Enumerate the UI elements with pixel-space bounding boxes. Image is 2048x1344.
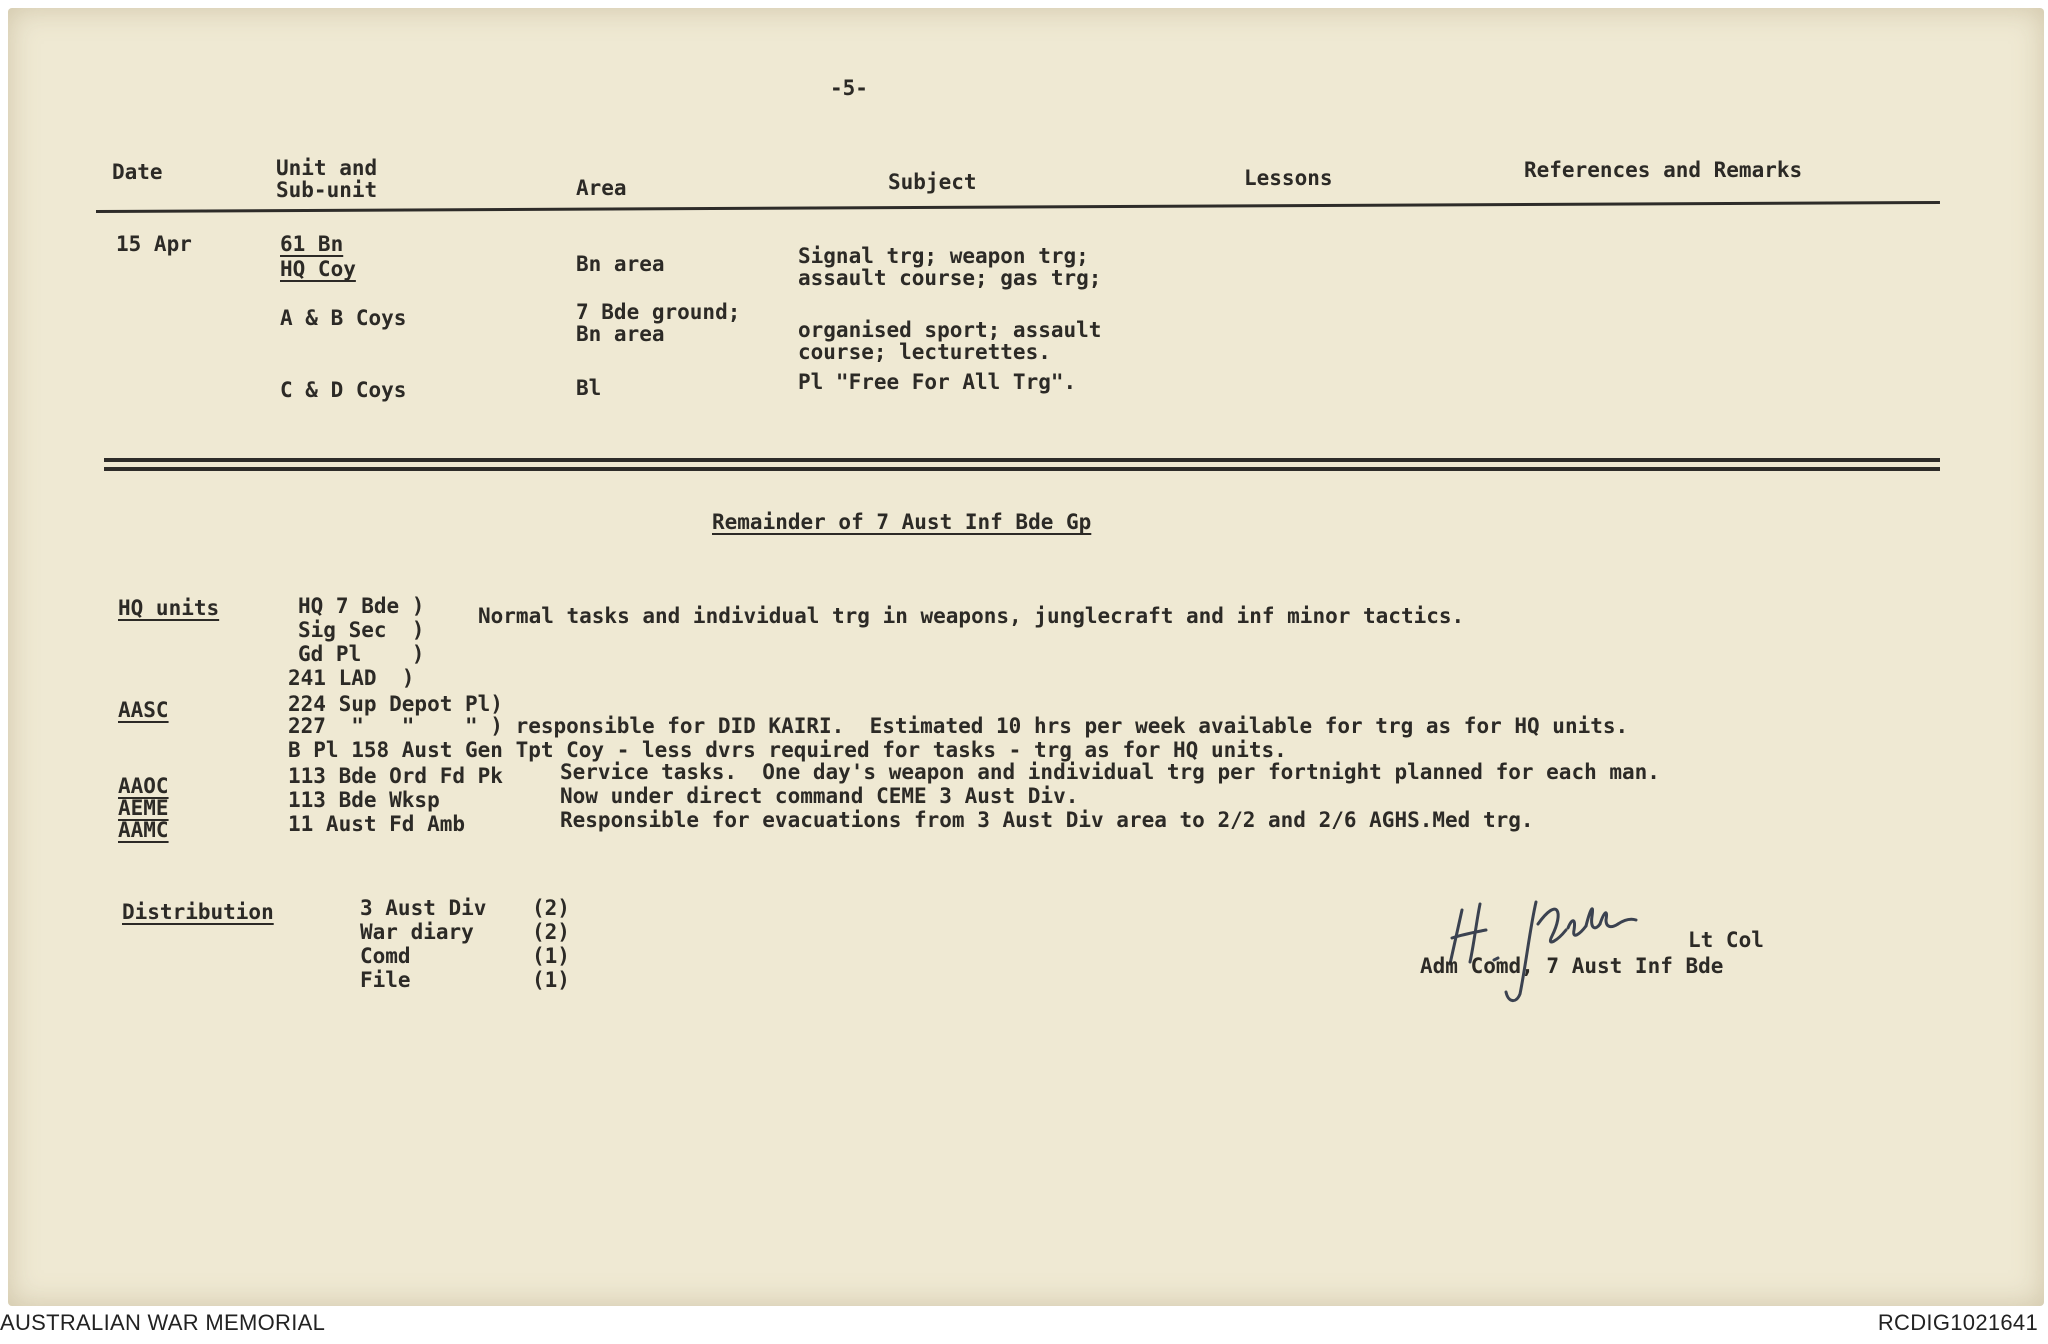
distribution-item-count: (2) [532, 920, 570, 944]
header-area: Area [576, 176, 627, 200]
aeme-unit: 113 Bde Wksp [288, 788, 440, 812]
aasc-line2: 227 " " " ) responsible for DID KAIRI. Estimated 10 hrs per week available for trg as for HQ units. [288, 714, 1629, 738]
distribution-item-name: War diary [360, 920, 474, 944]
entry-row2-subject1: organised sport; assault [798, 318, 1102, 342]
entry-row2-unit: A & B Coys [280, 306, 407, 330]
header-rule [96, 201, 1940, 213]
page-number: -5- [830, 76, 868, 100]
aamc-unit: 11 Aust Fd Amb [288, 812, 466, 836]
hq-unit-1: HQ 7 Bde ) [298, 594, 425, 618]
aeme-description: Now under direct command CEME 3 Aust Div. [560, 784, 1079, 808]
aasc-label: AASC [118, 698, 169, 722]
footer-right: RCDIG1021641 [1877, 1310, 2038, 1335]
entry-date: 15 Apr [116, 232, 192, 256]
aaoc-description: Service tasks. One day's weapon and individual trg per fortnight planned for each man. [560, 760, 1660, 784]
entry-row1-unit: HQ Coy [280, 257, 356, 281]
hq-unit-3: Gd Pl ) [298, 642, 425, 666]
distribution-label: Distribution [122, 900, 274, 924]
distribution-item-count: (1) [532, 968, 570, 992]
footer-left: AUSTRALIAN WAR MEMORIAL [0, 1310, 326, 1335]
distribution-item-name: 3 Aust Div [360, 896, 487, 920]
section-double-rule-top [104, 458, 1940, 462]
section-double-rule-bottom [104, 467, 1940, 471]
entry-row2-subject2: course; lecturettes. [798, 340, 1051, 364]
entry-unit: 61 Bn [280, 232, 344, 256]
aamc-label: AAMC [118, 818, 169, 842]
header-unit-line1: Unit and [276, 156, 378, 180]
remainder-title: Remainder of 7 Aust Inf Bde Gp [712, 510, 1092, 534]
aaoc-label: AAOC [118, 774, 169, 798]
document-page [8, 8, 2044, 1306]
entry-row3-area: Bl [576, 376, 602, 400]
entry-row1-subject2: assault course; gas trg; [798, 266, 1102, 290]
entry-row1-subject1: Signal trg; weapon trg; [798, 244, 1089, 268]
header-date: Date [112, 160, 163, 184]
aasc-line1: 224 Sup Depot Pl) [288, 692, 503, 716]
aamc-description: Responsible for evacuations from 3 Aust Div area to 2/2 and 2/6 AGHS.Med trg. [560, 808, 1534, 832]
entry-row3-subject: Pl "Free For All Trg". [798, 370, 1077, 394]
header-subject: Subject [888, 170, 977, 194]
entry-row2-area1: 7 Bde ground; [576, 300, 741, 324]
header-unit-line2: Sub-unit [276, 178, 378, 202]
handwritten-signature [1440, 868, 1700, 1008]
entry-row1-area: Bn area [576, 252, 665, 276]
entry-row3-unit: C & D Coys [280, 378, 407, 402]
hq-unit-4: 241 LAD ) [288, 666, 415, 690]
aasc-line3: B Pl 158 Aust Gen Tpt Coy - less dvrs required for tasks - trg as for HQ units. [288, 738, 1287, 762]
hq-units-description: Normal tasks and individual trg in weapons, junglecraft and inf minor tactics. [478, 604, 1465, 628]
header-lessons: Lessons [1244, 166, 1333, 190]
distribution-item-name: Comd [360, 944, 411, 968]
entry-row2-area2: Bn area [576, 322, 665, 346]
signature-title: Adm Comd, 7 Aust Inf Bde [1420, 954, 1724, 978]
distribution-item-name: File [360, 968, 411, 992]
distribution-item-count: (1) [532, 944, 570, 968]
aaoc-unit: 113 Bde Ord Fd Pk [288, 764, 503, 788]
distribution-item-count: (2) [532, 896, 570, 920]
hq-unit-2: Sig Sec ) [298, 618, 425, 642]
svg-text:H. J. Hill: H. J. Hill [1440, 868, 1447, 869]
hq-units-label: HQ units [118, 596, 220, 620]
signature-rank: Lt Col [1688, 928, 1764, 952]
header-references: References and Remarks [1524, 158, 1803, 182]
aeme-label: AEME [118, 796, 169, 820]
